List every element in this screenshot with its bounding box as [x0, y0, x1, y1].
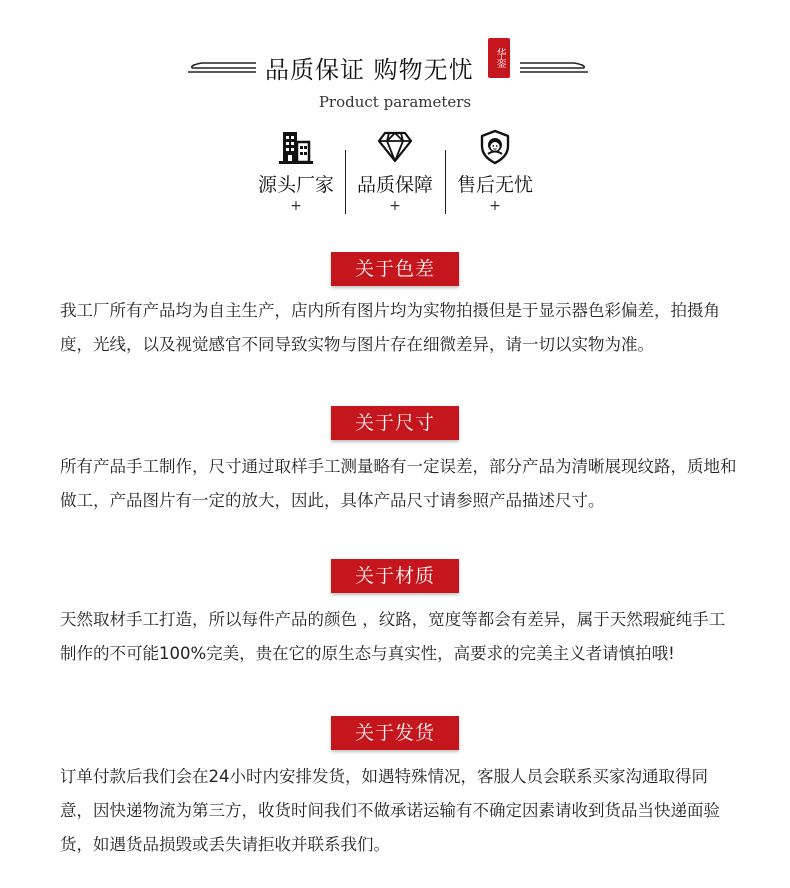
feature-aftersales: [447, 128, 543, 213]
feature-row: [248, 128, 548, 218]
feature-factory: [248, 128, 344, 213]
section-title-shipping: 关于发货: [331, 716, 459, 750]
plus-icon: +: [489, 198, 501, 214]
section-body-size: 所有产品手工制作，尺寸通过取样手工测量略有一定误差，部分产品为清晰展现纹路，质地和做工，产品图片有一定的放大，因此，具体产品尺寸请参照产品描述尺寸。: [60, 457, 737, 510]
feature-label: 售后无忧: [456, 174, 533, 196]
section-title-material: 关于材质: [331, 559, 459, 593]
section-title-size: 关于尺寸: [331, 406, 459, 440]
building-icon: [279, 130, 313, 164]
feature-label: 源头厂家: [257, 174, 334, 196]
section-body-color: 我工厂所有产品均为自主生产，店内所有图片均为实物拍摄但是于显示器色彩偏差，拍摄角度，光线，以及视觉感官不同导致实物与图片存在细微差异，请一切以实物为准。: [60, 301, 720, 354]
right-line-ornament: [520, 60, 588, 74]
left-line-ornament: [188, 60, 256, 74]
plus-icon: +: [389, 198, 401, 214]
shield-person-icon: [479, 129, 511, 165]
section-body-material: 天然取材手工打造，所以每件产品的颜色 ，纹路，宽度等都会有差异，属于天然瑕疵纯手工制作的不可能100%完美，贵在它的原生态与真实性，高要求的完美主义者请慎拍哦!: [60, 610, 726, 663]
feature-label: 品质保障: [356, 174, 433, 196]
divider: [445, 150, 446, 214]
page-title: 品质保证 购物无忧: [265, 56, 474, 84]
plus-icon: +: [290, 198, 302, 214]
page-subtitle: Product parameters: [318, 93, 472, 111]
feature-quality: [347, 128, 443, 213]
section-title-color: 关于色差: [331, 252, 459, 286]
diamond-icon: [377, 131, 413, 163]
section-body-shipping: 订单付款后我们会在24小时内安排发货，如遇特殊情况，客服人员会联系买家沟通取得同意，因快递物流为第三方，收货时间我们不做承诺运输有不确定因素请收到货品当快递面验货，如遇货品损毁或丢失请拒收并联系我们。: [60, 767, 720, 854]
brand-seal: 华銮: [488, 38, 510, 78]
divider: [345, 150, 346, 214]
